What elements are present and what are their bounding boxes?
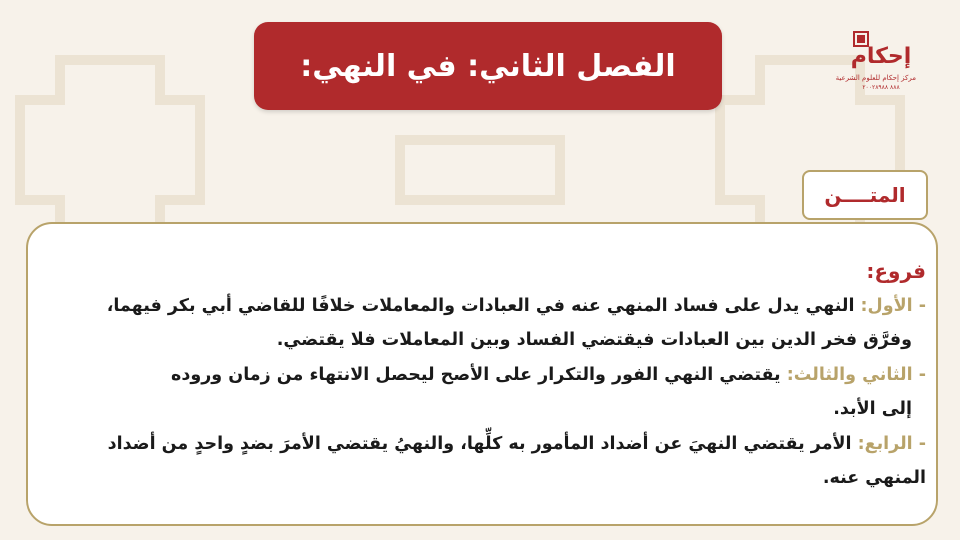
- item-first-continuation: وفرَّق فخر الدين بين العبادات فيقتضي الفساد وبين المعاملات فلا يقتضي.: [276, 330, 912, 350]
- item-first: - الأول: النهي يدل على فساد المنهي عنه في العبادات والمعاملات خلافًا للقاضي أبي بكر فيهما،: [106, 295, 926, 316]
- content-text: [56, 254, 926, 496]
- title-banner: [254, 22, 722, 110]
- item-fourth-label: الرابع:: [857, 433, 913, 454]
- item-second-continuation: إلى الأبد.: [833, 399, 912, 419]
- item-second: - الثاني والثالث: يقتضي النهي الفور والتكرار على الأصح ليحصل الانتهاء من زمان وروده: [171, 364, 926, 385]
- logo-number: ٨٨٨ ٢٠٠٢٨٩٨٨: [862, 84, 900, 91]
- item-fourth-text: الأمر يقتضي النهيَ عن أضداد المأمور به كلِّها، والنهيُ يقتضي الأمرَ بضدٍ واحدٍ من أضداد المنهي عنه.: [107, 433, 926, 488]
- item-fourth: - الرابع: الأمر يقتضي النهيَ عن أضداد المأمور به كلِّها، والنهيُ يقتضي الأمرَ بضدٍ واحدٍ من أضداد المنهي عنه.: [107, 433, 926, 488]
- item-second-label: الثاني والثالث:: [786, 364, 913, 385]
- section-label: المتــــن: [824, 183, 906, 207]
- item-first-text: النهي يدل على فساد المنهي عنه في العبادات والمعاملات خلافًا للقاضي أبي بكر فيهما،: [106, 295, 861, 316]
- item-second-text: يقتضي النهي الفور والتكرار على الأصح ليحصل الانتهاء من زمان وروده: [171, 364, 787, 385]
- logo-name: إحكام: [850, 44, 912, 69]
- logo-subtitle: مركز إحكام للعلوم الشرعية: [835, 74, 916, 82]
- content-heading: فروع:: [866, 259, 926, 283]
- section-label-box: [802, 170, 928, 220]
- logo: [835, 28, 916, 94]
- page-title: الفصل الثاني: في النهي:: [300, 48, 676, 84]
- item-first-label: الأول:: [860, 295, 913, 316]
